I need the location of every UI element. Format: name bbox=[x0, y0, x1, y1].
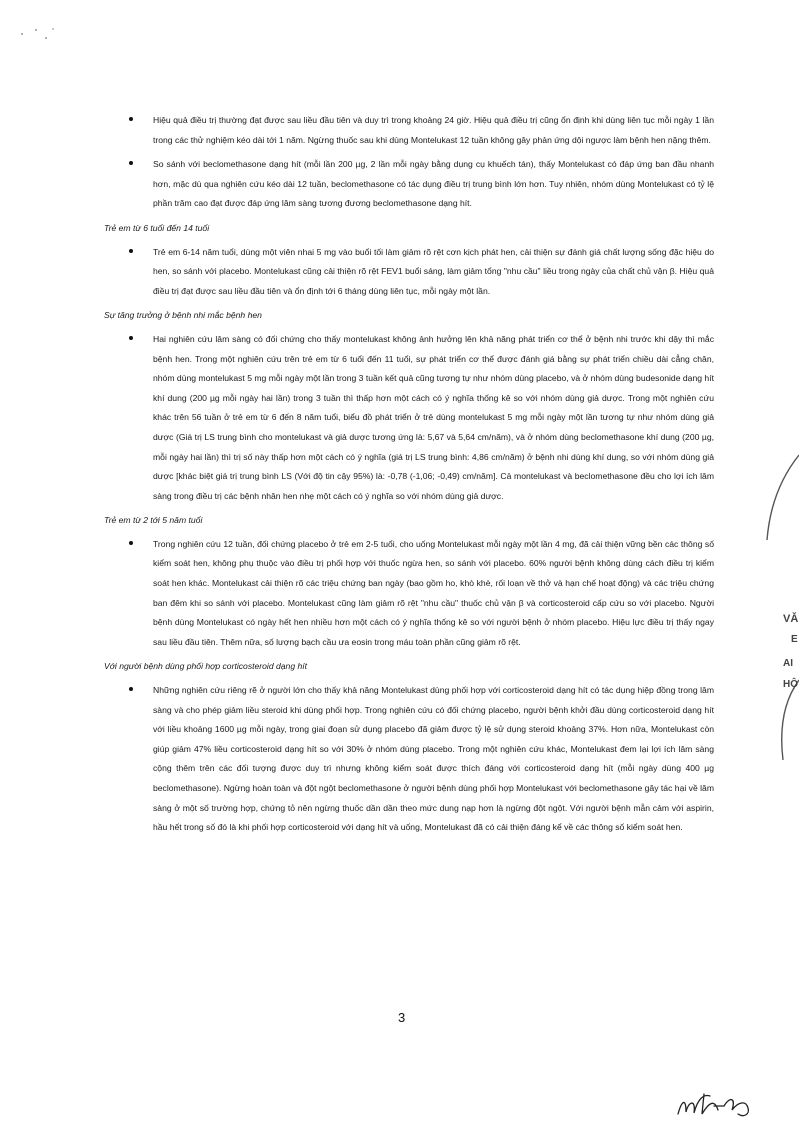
document-body bbox=[104, 111, 714, 843]
paragraph-text: Trẻ em 6-14 năm tuổi, dùng một viên nhai 5 mg vào buổi tối làm giảm rõ rệt cơn kịch phát hen, cải thiện sự đánh giá chất lượng sống đặc hiệu do hen, so sánh với placebo. Montelukast cũng cải thiện rõ rệt FEV1 buổi sáng, làm giảm tổng "nhu cầu" liều trong ngày của chất chủ vận β. Hiệu quả điều trị đạt được sau liều đầu tiên và ổn định tới 6 tháng dùng liên tục, mỗi ngày một lần. bbox=[153, 246, 714, 296]
paragraph-text: Hai nghiên cứu lâm sàng có đối chứng cho thấy montelukast không ảnh hưởng lên khả năng phát triển cơ thể ở bệnh nhi trước khi dậy thì mắc bệnh hen. Trong một nghiên cứu trên trẻ em từ 6 tuổi đến 11 tuổi, sự phát triển cơ thể được đánh giá bằng sự phát triển chiều dài cẳng chân, nhóm dùng montelukast 5 mg mỗi ngày một lần trong 3 tuần kết quả cũng tương tự như nhóm dùng placebo, và ở nhóm dùng budesonide dạng hít khí dung (200 µg mỗi ngày hai lần) trong 3 tuần thì thấp hơn một cách có ý nghĩa thống kê so với nhóm dùng giả dược. Trong một nghiên cứu khác trên 56 tuần ở trẻ em từ 6 đến 8 năm tuổi, biểu đồ phát triển ở trẻ dùng montelukast 5 mg mỗi ngày một lần tương tự như nhóm dùng giả dược (Giá trị LS trung bình cho montelukast và giả dược tương ứng là: 5,67 và 5,64 cm/năm), và ở nhóm dùng beclomethasone khí dung (200 µg, mỗi ngày hai lần) thì trị số này thấp hơn một cách có ý nghĩa (giá trị LS trung bình: 4,86 cm/năm) ở bệnh nhi dùng khí dung, so với nhóm dùng giả dược [khác biệt giá trị trung bình LS (Với độ tin cậy 95%) là: -0,78 (-1,06; -0,49) cm/năm]. Cả montelukast và beclomethasone đều cho lợi ích lâm sàng trong điều trị các bệnh nhân hen nhẹ một cách có ý nghĩa so với nhóm dùng giả dược. bbox=[153, 333, 714, 501]
section-heading: Trẻ em từ 2 tới 5 năm tuổi bbox=[104, 515, 203, 526]
bullet-paragraph bbox=[108, 111, 714, 150]
paragraph-text: Những nghiên cứu riêng rẽ ở người lớn cho thấy khả năng Montelukast dùng phối hợp với corticosteroid dạng hít có tác dụng hiệp đồng trong lâm sàng và cho phép giảm liều steroid khi dùng phối hợp. Trong nghiên cứu có đối chứng placebo, người bệnh khởi đầu dùng corticosteroid dạng hít với liều khoảng 1600 µg mỗi ngày, trong giai đoạn sử dụng placebo đã giảm được tỷ lệ sử dụng steroid khoảng 37%. Hơn nữa, Montelukast còn giúp giảm 47% liều corticosteroid dạng hít so với 30% ở nhóm dùng placebo. Trong một nghiên cứu khác, Montelukast đem lại lợi ích lâm sàng cộng thêm trên các đối tượng được duy trì nhưng không kiểm soát được thích đáng với corticosteroid dạng hít (mỗi ngày dùng 400 µg beclomethasone). Ngừng hoàn toàn và đột ngột beclomethasone ở người bệnh dùng phối hợp Montelukast với beclomethasone gây tác hại về lâm sàng ở một số trường hợp, chứng tỏ nên ngừng thuốc dần dần theo mức dung nạp hơn là ngừng đột ngột. Với người bệnh mẫn cảm với aspirin, hầu hết trong số đó là khi phối hợp corticosteroid với dạng hít và uống, Montelukast đã có cải thiện đáng kể về các thông số kiểm soát hen. bbox=[153, 685, 714, 833]
paragraph-text: So sánh với beclomethasone dạng hít (mỗi lần 200 µg, 2 lần mỗi ngày bằng dụng cụ khuếch tán), thấy Montelukast có đáp ứng ban đầu nhanh hơn, mặc dù qua nghiên cứu kéo dài 12 tuần, beclomethasone có tác dụng điều trị trung bình lớn hơn. Tuy nhiên, nhóm dùng Montelukast có tỷ lệ phần trăm cao đạt được đáp ứng lâm sàng tương đương beclomethasone dạng hít. bbox=[153, 159, 714, 209]
bullet-paragraph bbox=[108, 330, 714, 506]
page-number: 3 bbox=[398, 1010, 406, 1025]
bullet-paragraph bbox=[108, 155, 714, 214]
section-heading: Trẻ em từ 6 tuổi đến 14 tuổi bbox=[104, 222, 210, 233]
bullet-paragraph bbox=[108, 681, 714, 838]
handwritten-signature bbox=[674, 1088, 774, 1122]
bullet-icon bbox=[129, 249, 133, 253]
paragraph-text: Trong nghiên cứu 12 tuần, đối chứng placebo ở trẻ em 2-5 tuổi, cho uống Montelukast mỗi ngày một lần 4 mg, đã cải thiện vững bền các thông số kiểm soát hen, không phụ thuộc vào điều trị phối hợp với thuốc ngừa hen, so sánh với placebo. 60% người bệnh không dùng cách điều trị kiểm soát hen khác. Montelukast cải thiện rõ các triệu chứng ban ngày (bao gồm ho, khò khè, rối loạn về thở và hạn chế hoạt động) và các triệu chứng ban đêm khi so sánh với placebo. Montelukast cũng làm giảm rõ rệt "nhu cầu" thuốc chủ vận β và corticosteroid cấp cứu so với placebo. Người bệnh dùng Montelukast có ngày hết hen nhiều hơn một cách có ý nghĩa thống kê so với người bệnh ở nhóm placebo. Hiệu lực điều trị thấy ngay sau liều đầu tiên. Thêm nữa, số lượng bạch cầu ưa eosin trong máu toàn phần cũng giảm rõ rệt. bbox=[153, 538, 714, 647]
bullet-icon bbox=[129, 687, 133, 691]
official-stamp bbox=[759, 430, 799, 790]
bullet-paragraph bbox=[108, 243, 714, 302]
bullet-paragraph bbox=[108, 535, 714, 653]
svg-text:HỘ: HỘ bbox=[783, 679, 798, 690]
section-heading: Sự tăng trưởng ở bệnh nhi mắc bệnh hen bbox=[104, 310, 262, 321]
scan-artifact-dots bbox=[0, 0, 80, 50]
svg-text:VĂ: VĂ bbox=[783, 613, 799, 625]
bullet-icon bbox=[129, 541, 133, 545]
bullet-icon bbox=[129, 117, 133, 121]
svg-text:E: E bbox=[791, 634, 798, 645]
section-heading: Với người bệnh dùng phối hợp corticosteroid dạng hít bbox=[104, 661, 308, 672]
bullet-icon bbox=[129, 161, 133, 165]
svg-text:AI: AI bbox=[783, 658, 793, 669]
bullet-icon bbox=[129, 336, 133, 340]
paragraph-text: Hiệu quả điều trị thường đạt được sau liều đầu tiên và duy trì trong khoảng 24 giờ. Hiệu quả điều trị cũng ổn định khi dùng liên tục mỗi ngày 1 lần trong các thử nghiệm kéo dài tới 1 năm. Ngừng thuốc sau khi dùng Montelukast 12 tuần không gây phản ứng dội ngược làm bệnh hen nặng thêm. bbox=[153, 115, 714, 145]
